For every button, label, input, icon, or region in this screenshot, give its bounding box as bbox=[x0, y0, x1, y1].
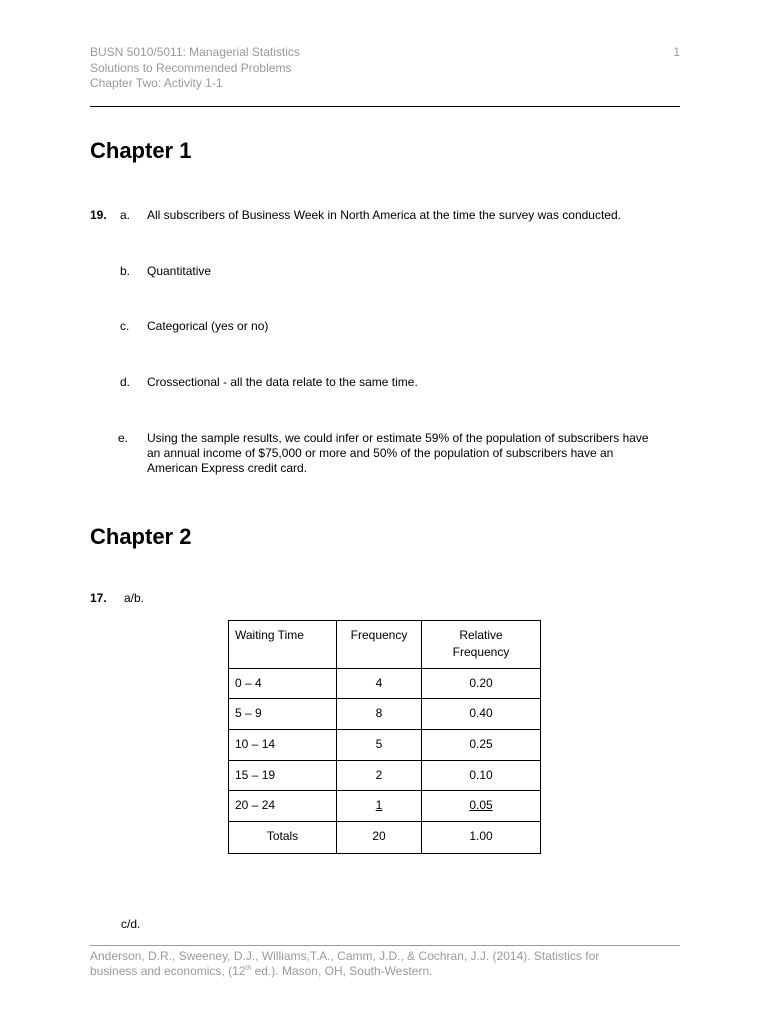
citation-text: ed.). Mason, OH, South-Western. bbox=[251, 964, 433, 978]
item-a-label: a. bbox=[120, 208, 131, 222]
citation-text: business and economics, (12 bbox=[90, 964, 246, 978]
item-c-text: Categorical (yes or no) bbox=[147, 319, 269, 333]
item-c-label: c. bbox=[120, 319, 130, 333]
table-cell bbox=[422, 761, 541, 791]
frequency-cell: 5 bbox=[375, 737, 383, 751]
table-cell bbox=[337, 730, 422, 761]
table-row bbox=[229, 791, 541, 822]
header-frequency: Frequency bbox=[350, 628, 408, 642]
chapter-2-title: Chapter 2 bbox=[90, 524, 192, 549]
item-d-label: d. bbox=[120, 375, 131, 389]
table-cell bbox=[337, 699, 422, 730]
table-row bbox=[229, 699, 541, 730]
relative-frequency-cell: 0.25 bbox=[469, 737, 493, 751]
table-cell bbox=[337, 791, 422, 822]
chapter-1-title: Chapter 1 bbox=[90, 138, 192, 163]
frequency-cell: 4 bbox=[375, 676, 383, 690]
footer-citation bbox=[90, 949, 690, 979]
relative-frequency-cell: 0.10 bbox=[469, 768, 493, 782]
frequency-cell-wrap bbox=[337, 791, 421, 814]
table-totals-row bbox=[229, 822, 541, 854]
item-b-text: Quantitative bbox=[147, 264, 212, 278]
item-e-label: e. bbox=[118, 431, 129, 445]
totals-label: Totals bbox=[266, 829, 299, 843]
frequency-cell: 1 bbox=[375, 798, 383, 812]
relative-frequency-cell: 0.05 bbox=[469, 798, 493, 812]
table-cell bbox=[337, 669, 422, 699]
relative-frequency-cell-wrap bbox=[422, 791, 540, 814]
table-cell bbox=[422, 822, 541, 854]
table-cell bbox=[229, 761, 337, 791]
totals-relative-frequency: 1.00 bbox=[469, 829, 493, 843]
citation-line: Anderson, D.R., Sweeney, D.J., Williams,T.A., Camm, J.D., & Cochran, J.J. (2014). Statistics for bbox=[90, 949, 600, 963]
table-header-cell bbox=[337, 621, 422, 669]
table-cell bbox=[422, 730, 541, 761]
header-divider bbox=[90, 106, 680, 107]
frequency-cell: 8 bbox=[375, 706, 383, 720]
waiting-time-cell: 10 – 14 bbox=[235, 737, 276, 751]
frequency-table bbox=[228, 620, 541, 854]
table-row bbox=[229, 730, 541, 761]
part-cd-label: c/d. bbox=[121, 917, 141, 931]
item-e-text bbox=[147, 431, 687, 476]
table-cell bbox=[229, 669, 337, 699]
table-cell bbox=[337, 761, 422, 791]
table-cell bbox=[229, 699, 337, 730]
header-activity: Chapter Two: Activity 1-1 bbox=[90, 76, 223, 90]
table-cell bbox=[422, 699, 541, 730]
table-header-cell bbox=[229, 621, 337, 669]
header-course: BUSN 5010/5011: Managerial Statistics bbox=[90, 45, 300, 59]
frequency-cell: 2 bbox=[375, 768, 383, 782]
relative-frequency-cell: 0.40 bbox=[469, 706, 493, 720]
header-relative-line: Relative bbox=[459, 628, 503, 642]
part-ab-label: a/b. bbox=[124, 591, 145, 605]
table-cell bbox=[229, 791, 337, 822]
table-row bbox=[229, 669, 541, 699]
waiting-time-cell: 15 – 19 bbox=[235, 768, 276, 782]
table-cell bbox=[337, 822, 422, 854]
table-cell bbox=[229, 730, 337, 761]
totals-frequency: 20 bbox=[372, 829, 386, 843]
waiting-time-cell: 20 – 24 bbox=[235, 798, 276, 812]
table-header-cell bbox=[422, 621, 541, 669]
page-number: 1 bbox=[673, 45, 680, 59]
item-e-line: an annual income of $75,000 or more and 50% of the population of subscribers have an bbox=[147, 446, 614, 460]
header-subtitle: Solutions to Recommended Problems bbox=[90, 60, 292, 75]
item-a-text: All subscribers of Business Week in North America at the time the survey was conducted. bbox=[147, 208, 621, 222]
footer-divider bbox=[90, 945, 680, 946]
header-waiting-time: Waiting Time bbox=[235, 628, 304, 642]
table-header-row bbox=[229, 621, 541, 669]
relative-frequency-cell: 0.20 bbox=[469, 676, 493, 690]
document-header bbox=[90, 45, 300, 92]
table-cell bbox=[422, 669, 541, 699]
table-row bbox=[229, 761, 541, 791]
citation-superscript: th bbox=[245, 965, 252, 972]
item-b-label: b. bbox=[120, 264, 131, 278]
waiting-time-cell: 0 – 4 bbox=[235, 676, 262, 690]
waiting-time-cell: 5 – 9 bbox=[235, 706, 262, 720]
item-d-text: Crossectional - all the data relate to the same time. bbox=[147, 375, 418, 389]
item-e-line: American Express credit card. bbox=[147, 461, 308, 475]
header-frequency-line: Frequency bbox=[452, 645, 510, 659]
citation-line bbox=[90, 964, 690, 979]
problem-19-number: 19. bbox=[90, 208, 107, 222]
header-relative-frequency bbox=[422, 621, 540, 661]
table-cell bbox=[229, 822, 337, 854]
table-cell bbox=[422, 791, 541, 822]
item-e-line: Using the sample results, we could infer or estimate 59% of the population of subscribers have bbox=[147, 431, 649, 445]
problem-17-number: 17. bbox=[90, 591, 107, 605]
